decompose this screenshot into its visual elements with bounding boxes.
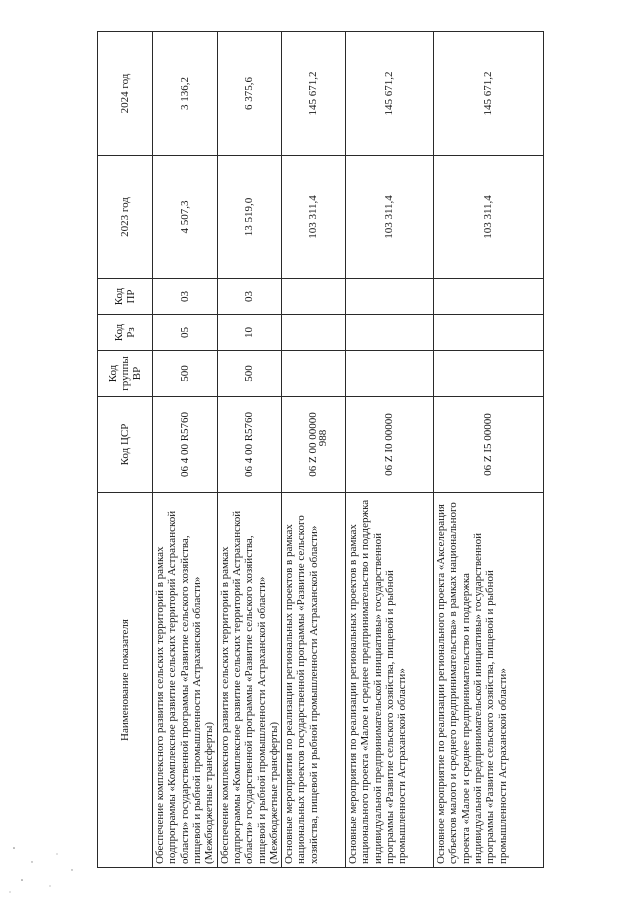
row-csr: 06 Z I5 00000: [434, 397, 544, 493]
header-csr: Код ЦСР: [98, 397, 153, 493]
row-2024: 3 136,2: [153, 32, 218, 156]
row-csr: 06 Z I0 00000: [346, 397, 434, 493]
row-csr: 06 Z 00 00000: [282, 397, 346, 493]
row-2024: 6 375,6: [217, 32, 282, 156]
row-rz: [346, 315, 434, 351]
header-name: Наименование показателя: [98, 493, 153, 868]
header-vr: Код группы ВР: [98, 351, 153, 397]
page-number: 988: [317, 429, 329, 447]
header-2024: 2024 год: [98, 32, 153, 156]
row-pr: 03: [217, 279, 282, 315]
table-row: [346, 32, 434, 868]
table-row: [217, 32, 282, 868]
header-rz: Код Рз: [98, 315, 153, 351]
row-2024: 145 671,2: [346, 32, 434, 156]
row-2023: 103 311,4: [282, 156, 346, 279]
row-vr: [434, 351, 544, 397]
table-row: [153, 32, 218, 868]
table-row: [434, 32, 544, 868]
row-vr: 500: [217, 351, 282, 397]
scan-specks: [2, 840, 92, 900]
row-csr: 06 4 00 R5760: [217, 397, 282, 493]
row-2023: 103 311,4: [434, 156, 544, 279]
row-csr: 06 4 00 R5760: [153, 397, 218, 493]
row-2023: 4 507,3: [153, 156, 218, 279]
row-name: Основные мероприятия по реализации региональных проектов в рамках национальных проектов государственной программы «Развитие сельского хозяйства, пищевой и рыбной промышленности Астраханской области»: [282, 493, 346, 868]
row-pr: 03: [153, 279, 218, 315]
row-vr: [282, 351, 346, 397]
row-vr: 500: [153, 351, 218, 397]
header-pr: Код ПР: [98, 279, 153, 315]
table-container: [97, 32, 541, 868]
budget-table: [97, 31, 544, 868]
row-2024: 145 671,2: [282, 32, 346, 156]
row-pr: [434, 279, 544, 315]
row-rz: [282, 315, 346, 351]
row-rz: 05: [153, 315, 218, 351]
table-row: [282, 32, 346, 868]
rotated-table-frame: [97, 32, 541, 868]
table-header-row: [98, 32, 153, 868]
header-2023: 2023 год: [98, 156, 153, 279]
row-rz: [434, 315, 544, 351]
row-name: Основные мероприятия по реализации региональных проектов в рамках национального проекта «Малое и среднее предпринимательство и поддержка индивидуальной предпринимательской инициативы» государственной программы «Развитие сельского хозяйства, пищевой и рыбной промышленности Астраханской области»: [346, 493, 434, 868]
row-rz: 10: [217, 315, 282, 351]
row-name: Обеспечение комплексного развития сельских территорий в рамках подпрограммы «Комплексное развитие сельских территорий Астраханской области» государственной программы «Развитие сельского хозяйства, пищевой и рыбной промышленности Астраханской области» (Межбюджетные трансферты): [217, 493, 282, 868]
row-2023: 13 519,0: [217, 156, 282, 279]
row-name: Основное мероприятие по реализации регионального проекта «Акселерация субъектов малого и среднего предпринимательства» в рамках национального проекта «Малое и среднее предпринимательство и поддержка индивидуальной предпринимательской инициативы» государственной программы «Развитие сельского хозяйства, пищевой и рыбной промышленности Астраханской области»: [434, 493, 544, 868]
row-2023: 103 311,4: [346, 156, 434, 279]
row-2024: 145 671,2: [434, 32, 544, 156]
row-vr: [346, 351, 434, 397]
row-pr: [346, 279, 434, 315]
row-name: Обеспечение комплексного развития сельских территорий в рамках подпрограммы «Комплексное развитие сельских территорий Астраханской области» государственной программы «Развитие сельского хозяйства, пищевой и рыбной промышленности Астраханской области» (Межбюджетные трансферты): [153, 493, 218, 868]
row-pr: [282, 279, 346, 315]
